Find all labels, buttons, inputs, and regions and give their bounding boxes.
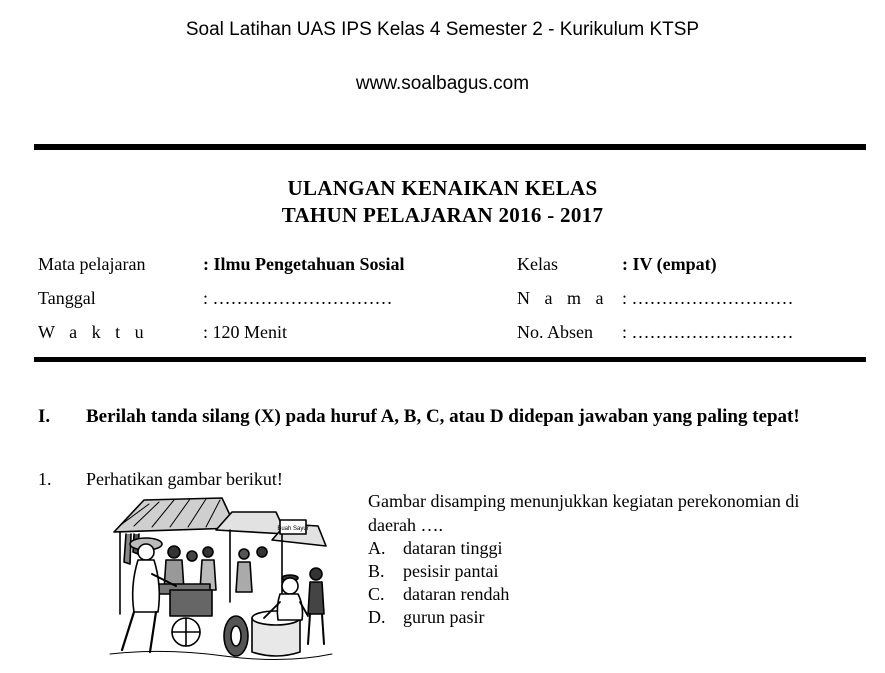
time-value: : 120 Menit <box>203 322 287 342</box>
question-text-line2: daerah …. <box>368 515 443 535</box>
question-number: 1. <box>38 469 52 489</box>
option-c-letter: C. <box>368 584 385 604</box>
option-a-letter: A. <box>368 538 386 558</box>
bottom-rule <box>34 357 866 362</box>
name-label: N a m a <box>517 288 609 308</box>
class-label: Kelas <box>517 254 558 274</box>
section-instruction: Berilah tanda silang (X) pada huruf A, B, C, atau D didepan jawaban yang paling tepat! <box>86 406 800 427</box>
absen-label: No. Absen <box>517 322 593 342</box>
date-label: Tanggal <box>38 288 96 308</box>
section-number: I. <box>38 406 51 427</box>
exam-title-line1: ULANGAN KENAIKAN KELAS <box>287 176 598 200</box>
class-value: : IV (empat) <box>622 254 717 274</box>
date-value: : ………………………… <box>203 288 393 308</box>
option-b-text: pesisir pantai <box>403 561 499 581</box>
market-scene-illustration <box>104 494 336 662</box>
option-a-text: dataran tinggi <box>403 538 503 558</box>
stall-sign-text: Buah Sayur <box>277 526 309 532</box>
top-rule <box>34 144 866 150</box>
option-b-letter: B. <box>368 561 385 581</box>
question-text-line1: Gambar disamping menunjukkan kegiatan perekonomian di <box>368 491 800 511</box>
website-url: www.soalbagus.com <box>355 73 530 94</box>
option-d-text: gurun pasir <box>403 607 485 627</box>
name-value: : ……………………… <box>622 288 794 308</box>
subject-label: Mata pelajaran <box>38 254 146 274</box>
absen-value: : ……………………… <box>622 322 794 342</box>
option-d-letter: D. <box>368 607 386 627</box>
question-prompt: Perhatikan gambar berikut! <box>86 469 283 489</box>
exam-title-line2: TAHUN PELAJARAN 2016 - 2017 <box>281 203 604 227</box>
subject-value: : Ilmu Pengetahuan Sosial <box>203 254 405 274</box>
option-c-text: dataran rendah <box>403 584 510 604</box>
time-label: W a k t u <box>38 322 149 342</box>
document-header-title: Soal Latihan UAS IPS Kelas 4 Semester 2 - Kurikulum KTSP <box>185 19 700 40</box>
